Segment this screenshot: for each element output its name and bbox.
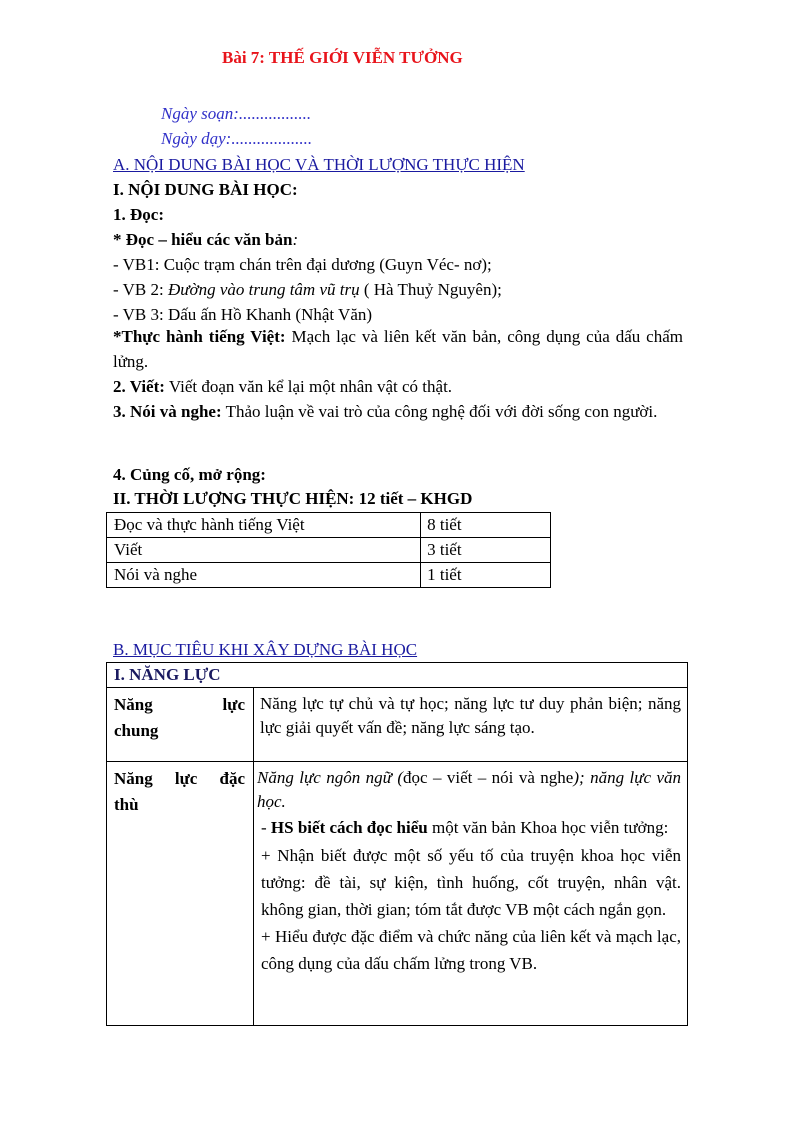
- content-heading: I. NỘI DUNG BÀI HỌC:: [113, 180, 298, 199]
- consolidation-heading: 4. Củng cố, mở rộng:: [113, 465, 266, 484]
- periods-cell: 1 tiết: [421, 563, 551, 588]
- reading-colon: :: [292, 230, 299, 249]
- hs-prefix: -: [261, 818, 271, 837]
- activity-cell: Nói và nghe: [107, 563, 421, 588]
- text-2-prefix: - VB 2:: [113, 280, 168, 299]
- competency-table: [106, 662, 688, 1026]
- text-2-suffix: ( Hà Thuỷ Nguyên);: [359, 280, 502, 299]
- hs-text: một văn bản Khoa học viễn tưởng:: [427, 818, 669, 837]
- bullet-item: + Hiểu được đặc điểm và chức năng của liên kết và mạch lạc, công dụng của dấu chấm lửng trong VB.: [261, 927, 681, 973]
- table-row: [107, 663, 688, 688]
- label-word: Năng: [114, 695, 153, 714]
- periods-cell: 8 tiết: [421, 513, 551, 538]
- writing-text: Viết đoạn văn kể lại một nhân vật có thật.: [164, 377, 453, 396]
- speaking-label: 3. Nói và nghe:: [113, 402, 222, 421]
- text-1: - VB1: Cuộc trạm chán trên đại dương (Guyn Véc- nơ);: [113, 255, 492, 274]
- speaking-text: Thảo luận về vai trò của công nghệ đối với đời sống con người.: [221, 402, 658, 421]
- activity-cell: Viết: [107, 538, 421, 563]
- hs-reading-skill: [257, 816, 681, 840]
- lesson-title: Bài 7: THẾ GIỚI VIỄN TƯỞNG: [222, 48, 463, 67]
- vietnamese-practice: [113, 324, 683, 374]
- prep-date: Ngày soạn:.................: [161, 104, 312, 123]
- speaking-item: [113, 399, 683, 424]
- general-competency-text: Năng lực tự chủ và tự học; năng lực tư duy phản biện; năng lực giải quyết vấn đề; năng lực sáng tạo.: [254, 688, 688, 762]
- table-row: [107, 688, 688, 762]
- label-word: lực: [174, 769, 198, 788]
- table-row: [107, 513, 551, 538]
- duration-heading: II. THỜI LƯỢNG THỰC HIỆN: 12 tiết – KHGD: [113, 489, 473, 508]
- vietnamese-practice-label: *Thực hành tiếng Việt:: [113, 327, 286, 346]
- text-3: - VB 3: Dấu ấn Hồ Khanh (Nhật Văn): [113, 305, 373, 324]
- label-word: chung: [114, 721, 159, 740]
- reading-comprehension-label: * Đọc – hiểu các văn bản: [113, 230, 293, 249]
- specific-competency-label: [107, 762, 254, 1026]
- writing-label: 2. Viết:: [113, 377, 165, 396]
- section-a-heading: A. NỘI DUNG BÀI HỌC VÀ THỜI LƯỢNG THỰC HIỆN: [113, 155, 525, 174]
- intro-part: Năng lực ngôn ngữ (: [257, 768, 403, 787]
- label-word: Năng: [114, 769, 153, 788]
- text-2-title: Đường vào trung tâm vũ trụ: [167, 280, 360, 299]
- specific-intro: [257, 766, 681, 814]
- intro-part: đọc – viết – nói và nghe: [402, 768, 574, 787]
- activity-cell: Đọc và thực hành tiếng Việt: [107, 513, 421, 538]
- competency-heading: I. NĂNG LỰC: [107, 663, 688, 688]
- label-word: lực: [222, 695, 245, 714]
- teach-date: Ngày dạy:...................: [161, 129, 313, 148]
- duration-table: [106, 512, 551, 588]
- label-word: thù: [114, 795, 139, 814]
- reading-heading: 1. Đọc:: [113, 205, 164, 224]
- vietnamese-practice-text: Mạch lạc và liên kết văn bản, công dụng của dấu chấm lửng.: [113, 327, 683, 371]
- periods-cell: 3 tiết: [421, 538, 551, 563]
- table-row: [107, 563, 551, 588]
- general-competency-label: [107, 688, 254, 762]
- text-2: [113, 277, 683, 302]
- hs-label: HS biết cách đọc hiểu: [270, 818, 428, 837]
- intro-part: ); năng lực văn học.: [257, 768, 681, 811]
- specific-competency-text: [254, 762, 688, 1026]
- table-row: [107, 762, 688, 1026]
- section-b-heading: B. MỤC TIÊU KHI XÂY DỰNG BÀI HỌC: [113, 640, 418, 659]
- table-row: [107, 538, 551, 563]
- bullet-item: + Nhận biết được một số yếu tố của truyện khoa học viễn tưởng: đề tài, sự kiện, tình huống, cốt truyện, nhân vật. không gian, thời gian; tóm tắt được VB một cách ngắn gọn.: [261, 846, 681, 919]
- writing-item: [113, 374, 683, 399]
- label-word: đặc: [219, 769, 245, 788]
